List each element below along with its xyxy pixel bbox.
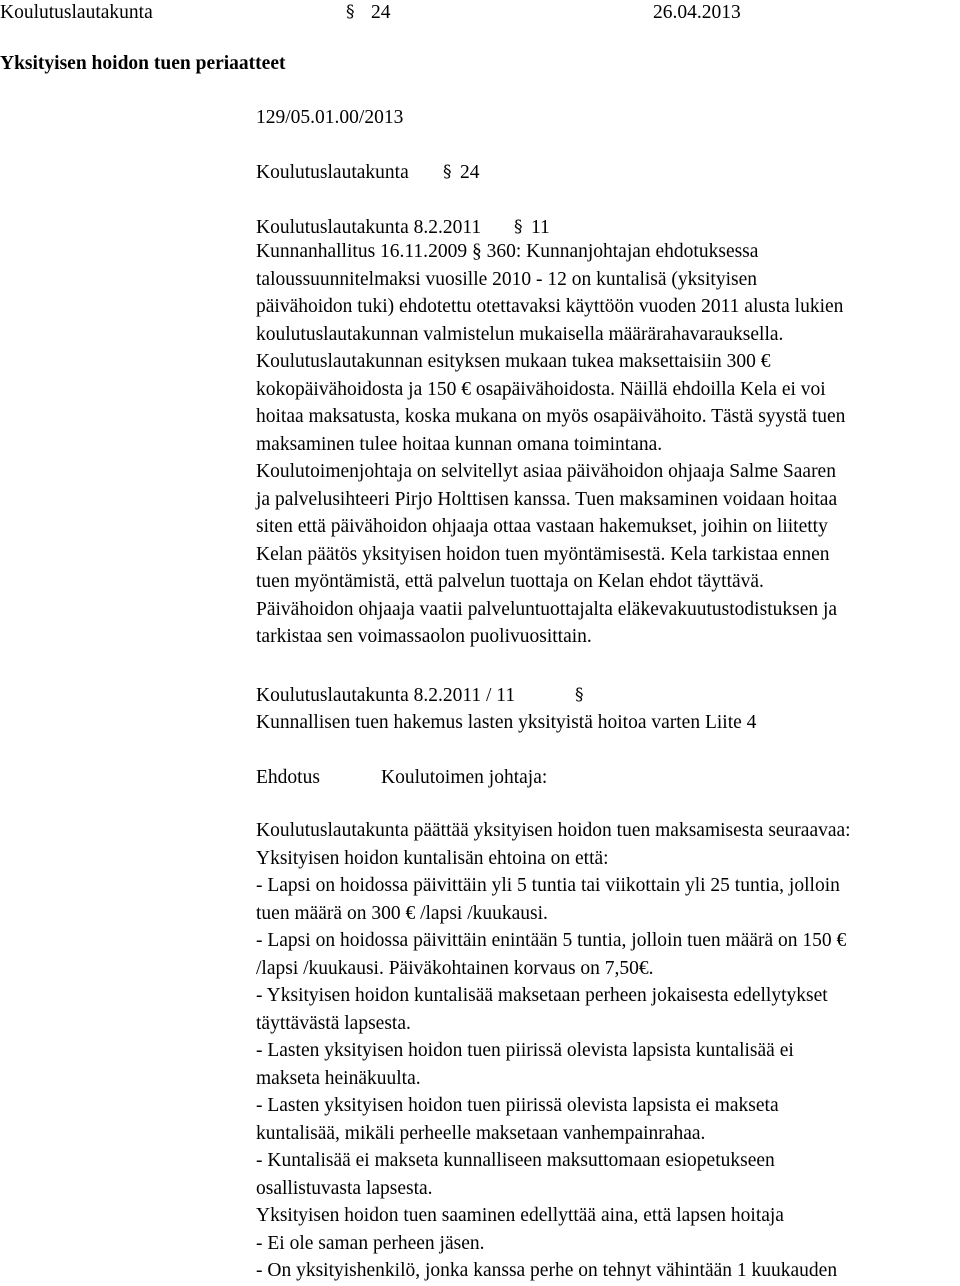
prior-decision-subject: Kunnallisen tuen hakemus lasten yksityistä hoitoa varten Liite 4 bbox=[256, 712, 757, 733]
committee-section-number: 24 bbox=[460, 162, 480, 183]
text-line: - Kuntalisää ei makseta kunnalliseen maksuttomaan esiopetukseen bbox=[256, 1150, 775, 1171]
text-line: osallistuvasta lapsesta. bbox=[256, 1177, 433, 1199]
council-prefix: Kunnanhallitus 16.11. bbox=[256, 241, 429, 262]
text-line: koulutuslautakunnan valmistelun mukaisella määrärahavarauksella. bbox=[256, 323, 784, 345]
text-line: tuen määrä on 300 € /lapsi /kuukausi. bbox=[256, 902, 548, 924]
committee-line: Koulutuslautakunta bbox=[256, 162, 409, 183]
header-date: 26.04.2013 bbox=[653, 2, 741, 23]
text-line: makseta heinäkuulta. bbox=[256, 1067, 421, 1089]
text-line: kokopäivähoidosta ja 150 € osapäivähoidosta. Näillä ehdoilla Kela ei voi bbox=[256, 378, 826, 400]
text-line: tarkistaa sen voimassaolon puolivuosittain. bbox=[256, 626, 592, 647]
text-line: taloussuunnitelmaksi vuosille 2010 - 12 on kuntalisä (yksityisen bbox=[256, 268, 758, 290]
section-sign: § bbox=[346, 2, 355, 22]
proposal-label: Ehdotus bbox=[256, 767, 320, 788]
text-line: - Ei ole saman perheen jäsen. bbox=[256, 1232, 485, 1254]
text-line: ja palvelusihteeri Pirjo Holttisen kanssa. Tuen maksaminen voidaan hoitaa bbox=[256, 488, 838, 510]
section-sign: § bbox=[514, 217, 523, 237]
proposal-by: Koulutoimen johtaja: bbox=[381, 767, 548, 788]
text-line: /lapsi /kuukausi. Päiväkohtainen korvaus on 7,50€. bbox=[256, 957, 654, 979]
text-line: kuntalisää, mikäli perheelle maksetaan vanhempainrahaa. bbox=[256, 1122, 706, 1144]
text-line: - Lapsi on hoidossa päivittäin enintään 5 tuntia, jolloin tuen määrä on 150 € bbox=[256, 930, 847, 951]
text-line: - Lapsi on hoidossa päivittäin yli 5 tuntia tai viikottain yli 25 tuntia, jolloin bbox=[256, 875, 840, 896]
prior-meeting: Koulutuslautakunta 8.2.2011 bbox=[256, 217, 482, 238]
text-line: - Yksityisen hoidon kuntalisää maksetaan perheen jokaisesta edellytykset bbox=[256, 985, 828, 1006]
text-line: Yksityisen hoidon kuntalisän ehtoina on että: bbox=[256, 847, 609, 869]
council-paragraph bbox=[256, 238, 956, 651]
text-line: maksaminen tulee hoitaa kunnan omana toimintana. bbox=[256, 433, 663, 455]
decision-paragraph bbox=[256, 817, 956, 1285]
text-line: täyttävästä lapsesta. bbox=[256, 1012, 411, 1034]
header-committee: Koulutuslautakunta bbox=[0, 2, 153, 23]
text-line: - Lasten yksityisen hoidon tuen piirissä olevista lapsista kuntalisää ei bbox=[256, 1040, 794, 1061]
text-line: siten että päivähoidon ohjaaja ottaa vastaan hakemukset, joihin on liitetty bbox=[256, 516, 828, 537]
page-title: Yksityisen hoidon tuen periaatteet bbox=[0, 53, 286, 74]
council-first-line bbox=[256, 238, 956, 266]
council-first-rest: 2009 § 360: Kunnanjohtajan ehdotuksessa bbox=[428, 241, 759, 262]
section-sign: § bbox=[575, 685, 584, 705]
text-line: Kelan päätös yksityisen hoidon tuen myöntämisestä. Kela tarkistaa ennen bbox=[256, 543, 830, 565]
header-section-number: 24 bbox=[371, 2, 391, 23]
prior-meeting-number: 11 bbox=[531, 217, 550, 238]
section-sign: § bbox=[443, 162, 452, 182]
text-line: - Lasten yksityisen hoidon tuen piirissä olevista lapsista ei makseta bbox=[256, 1095, 779, 1116]
text-line: päivähoidon tuki) ehdotettu otettavaksi käyttöön vuoden 2011 alusta lukien bbox=[256, 296, 844, 317]
text-line: hoitaa maksatusta, koska mukana on myös osapäivähoito. Tästä syystä tuen bbox=[256, 406, 846, 427]
text-line: Koulutoimenjohtaja on selvitellyt asiaa päivähoidon ohjaaja Salme Saaren bbox=[256, 461, 836, 482]
text-line: Päivähoidon ohjaaja vaatii palveluntuottajalta eläkevakuutustodistuksen ja bbox=[256, 598, 838, 620]
text-line: Koulutuslautakunta päättää yksityisen hoidon tuen maksamisesta seuraavaa: bbox=[256, 820, 851, 841]
case-number: 129/05.01.00/2013 bbox=[256, 107, 404, 128]
text-line: - On yksityishenkilö, jonka kanssa perhe on tehnyt vähintään 1 kuukauden bbox=[256, 1260, 838, 1281]
prior-decision-line: Koulutuslautakunta 8.2.2011 / 11 bbox=[256, 685, 516, 706]
text-line: Koulutuslautakunnan esityksen mukaan tukea maksettaisiin 300 € bbox=[256, 351, 771, 372]
text-line: tuen myöntämistä, että palvelun tuottaja on Kelan ehdot täyttävä. bbox=[256, 571, 764, 592]
text-line: Yksityisen hoidon tuen saaminen edellyttää aina, että lapsen hoitaja bbox=[256, 1205, 784, 1226]
